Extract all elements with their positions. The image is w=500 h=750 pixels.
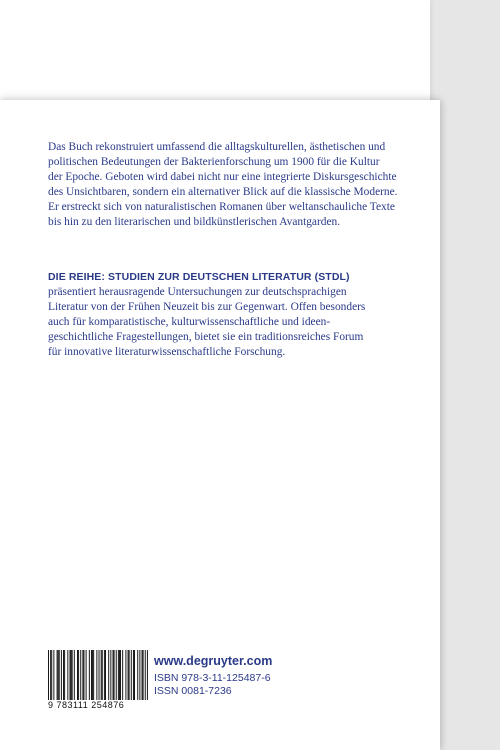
description-line: der Epoche. Geboten wird dabei nicht nur eine integrierte Diskursgeschichte xyxy=(48,171,397,183)
series-line: auch für komparatistische, kulturwissenschaftliche und ideen- xyxy=(48,316,331,328)
series-line: präsentiert herausragende Untersuchungen zur deutschsprachigen xyxy=(48,286,347,298)
description-line: politischen Bedeutungen der Bakterienforschung um 1900 für die Kultur xyxy=(48,156,380,168)
series-line: geschichtliche Fragestellungen, bietet sie ein traditionsreiches Forum xyxy=(48,331,364,343)
barcode-digits: 9 783111 254876 xyxy=(48,700,148,710)
publisher-url: www.degruyter.com xyxy=(154,654,273,668)
series-heading: DIE REIHE: STUDIEN ZUR DEUTSCHEN LITERATUR (STDL) xyxy=(48,271,350,283)
isbn-number: ISBN 978-3-11-125487-6 xyxy=(154,672,271,684)
series-line: für innovative literaturwissenschaftliche Forschung. xyxy=(48,346,286,358)
description-line: Er erstreckt sich von naturalistischen Romanen über weltanschauliche Texte xyxy=(48,201,395,213)
series-description xyxy=(48,270,428,360)
series-line: Literatur von der Frühen Neuzeit bis zur Gegenwart. Offen besonders xyxy=(48,301,366,313)
description-line: des Unsichtbaren, sondern ein alternativer Blick auf die klassische Moderne. xyxy=(48,186,398,198)
book-description xyxy=(48,140,428,230)
publisher-info xyxy=(154,654,272,698)
description-line: bis hin zu den literarischen und bildkünstlerischen Avantgarden. xyxy=(48,216,341,228)
description-line: Das Buch rekonstruiert umfassend die alltagskulturellen, ästhetischen und xyxy=(48,141,386,153)
issn-number: ISSN 0081-7236 xyxy=(154,685,232,697)
